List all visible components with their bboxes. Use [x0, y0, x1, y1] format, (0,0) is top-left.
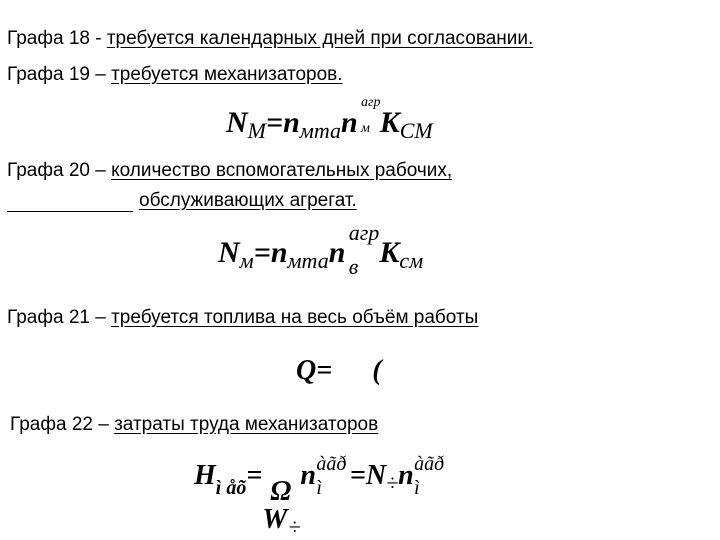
- f22-lhs-sub: ì åõ: [215, 477, 247, 499]
- f22-n3-sup: àãð: [414, 453, 445, 475]
- f22-den: W: [262, 504, 288, 535]
- f20-eq: =: [253, 236, 271, 269]
- f19-n2-group: [341, 95, 381, 139]
- f20-n2: n: [328, 236, 346, 269]
- row-g21: [7, 307, 478, 329]
- row-g18-label: Графа 18 -: [7, 28, 107, 49]
- row-g18: [7, 28, 533, 50]
- f22-eq2: =: [349, 460, 366, 491]
- f22-n3: n: [398, 460, 414, 491]
- row-g21-label: Графа 21 –: [7, 307, 112, 328]
- f20-k: K: [379, 236, 400, 269]
- f22-n3-sub: ì: [414, 477, 420, 499]
- f22-num: Ω: [270, 476, 292, 507]
- f21-eq: =: [316, 355, 333, 386]
- f19-k-sub: СМ: [399, 118, 433, 143]
- f19-n2: n: [341, 106, 358, 139]
- formula-g19: [226, 95, 433, 143]
- f22-n1-sup: àãð: [316, 453, 347, 475]
- f19-n1-sub: мта: [299, 118, 341, 143]
- f22-lhs: H: [194, 460, 216, 491]
- f19-n2-sup: агр: [361, 95, 381, 110]
- f19-lhs-sub: М: [247, 118, 266, 143]
- row-g22: [10, 414, 378, 436]
- f22-eq: =: [246, 460, 263, 491]
- row-g19-text: требуется механизаторов.: [111, 64, 343, 85]
- row-g22-label: Графа 22 –: [10, 414, 115, 435]
- f20-n1-sub: мта: [287, 248, 329, 273]
- row-g19-label: Графа 19 –: [7, 64, 112, 85]
- formula-g20: [218, 220, 424, 279]
- f19-n1: n: [283, 106, 300, 139]
- f22-n2: N: [365, 460, 387, 491]
- f22-n1: n: [300, 460, 316, 491]
- f22-n1-sub: ì: [316, 477, 322, 499]
- f22-n1-group: [300, 453, 347, 499]
- row-g20-cont: [139, 190, 357, 212]
- row-g20: [7, 160, 452, 182]
- f20-n2-sup: агр: [348, 220, 380, 245]
- formula-g22: [194, 453, 445, 539]
- f20-n2-group: [328, 220, 380, 279]
- f20-n1: n: [270, 236, 288, 269]
- f19-lhs: N: [226, 106, 248, 139]
- f19-n2-sub: м: [361, 121, 370, 136]
- f20-k-sub: см: [399, 248, 424, 273]
- f20-n2-sub: в: [348, 254, 359, 279]
- row-g20-label: Графа 20 –: [7, 160, 112, 181]
- row-g21-text: требуется топлива на весь объём работы: [111, 307, 479, 328]
- f19-eq: =: [266, 106, 284, 139]
- f21-lhs: Q: [296, 355, 317, 386]
- f21-tail: (: [372, 355, 382, 386]
- f22-n2-sub: ÷: [386, 470, 399, 495]
- f20-lhs-sub: м: [239, 248, 254, 273]
- f22-n3-group: [398, 453, 445, 499]
- row-g18-text: требуется календарных дней при согласовании.: [106, 28, 534, 49]
- formula-g21: [296, 357, 382, 385]
- f22-den-sub: ÷: [288, 514, 301, 539]
- row-g20-text-line2: обслуживающих агрегат.: [139, 190, 357, 211]
- row-g20-text-line1: количество вспомогательных рабочих,: [111, 160, 453, 181]
- row-g22-text: затраты труда механизаторов: [114, 414, 379, 435]
- row-g19: [7, 64, 343, 86]
- f20-lhs: N: [218, 236, 240, 269]
- f19-k: K: [379, 106, 400, 139]
- row-g20-indent-rule: [7, 211, 133, 212]
